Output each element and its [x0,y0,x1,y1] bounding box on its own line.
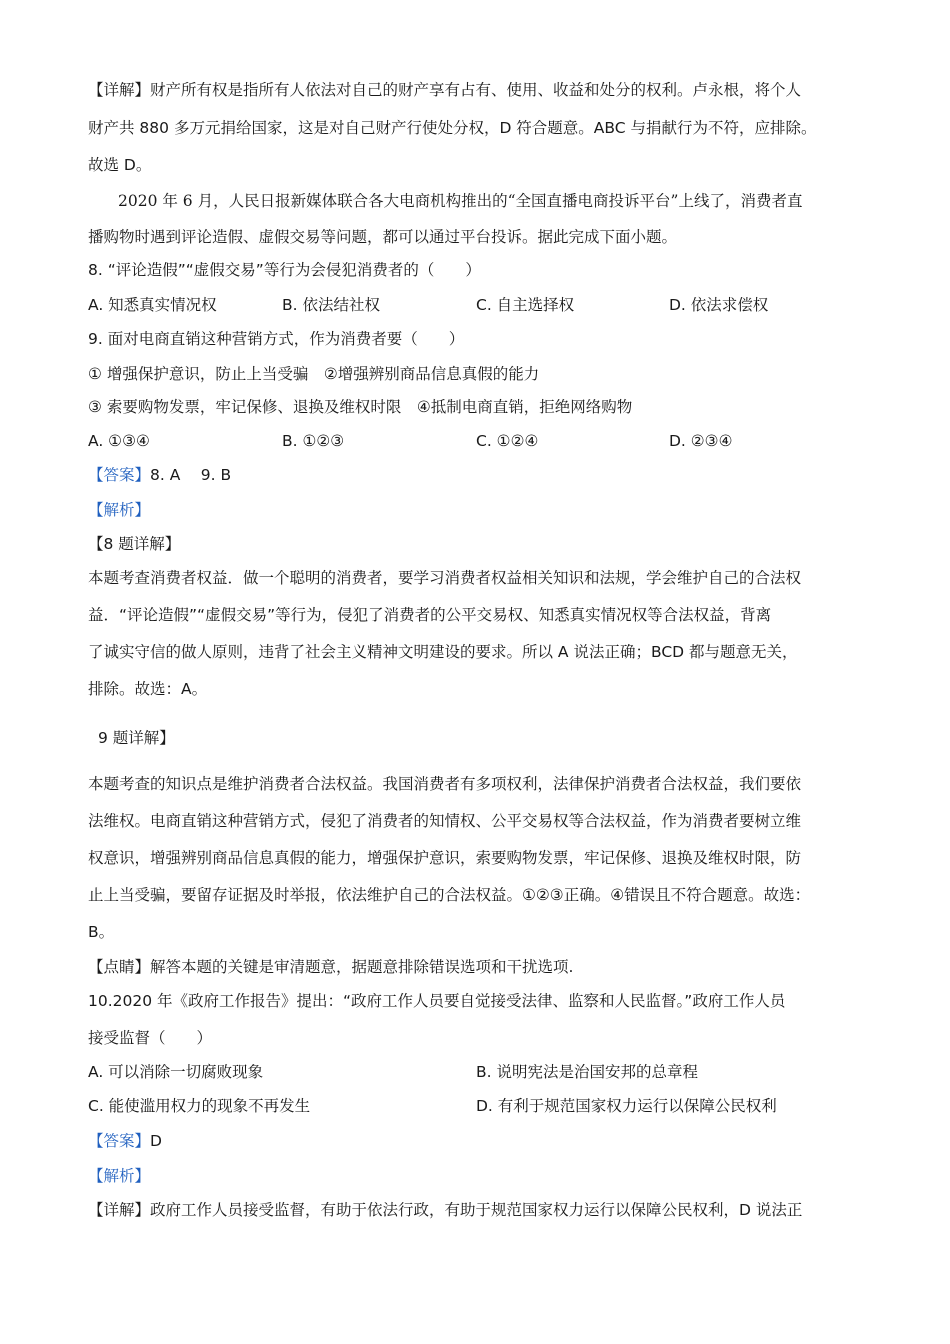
q9-detail-line-5: B。 [88,923,115,941]
q8-option-b: B. 依法结社权 [282,296,380,314]
q10-option-b: B. 说明宪法是治国安邦的总章程 [476,1063,698,1081]
answer-tag: 【答案】 [88,466,151,484]
q10-option-a: A. 可以消除一切腐败现象 [88,1063,264,1081]
answer-text: 8. A 9. B [150,466,232,484]
q9-statement-1: ① 增强保护意识，防止上当受骗 ②增强辨别商品信息真假的能力 [88,365,540,383]
q8-option-d: D. 依法求偿权 [669,296,769,314]
answer-text: D [150,1132,162,1150]
question-10-stem-2: 接受监督（ ） [88,1029,213,1047]
q8-detail-title: 【8 题详解】 [88,535,181,553]
q10-option-c: C. 能使滥用权力的现象不再发生 [88,1097,311,1115]
detail-line-2: 财产共 880 多万元捐给国家，这是对自己财产行使处分权，D 符合题意。ABC 与捐献行为不符，应排除。 [88,119,817,137]
q9-option-a: A. ①③④ [88,432,150,450]
q10-detail-line-1: 【详解】政府工作人员接受监督，有助于依法行政，有助于规范国家权力运行以保障公民权利，D 说法正 [88,1201,803,1219]
q8-detail-line-4: 排除。故选：A。 [88,680,208,698]
q9-option-d: D. ②③④ [669,432,733,450]
q8-detail-line-3: 了诚实守信的做人原则，违背了社会主义精神文明建设的要求。所以 A 说法正确；BCD 都与题意无关， [88,643,798,661]
detail-line-1: 【详解】财产所有权是指所有人依法对自己的财产享有占有、使用、收益和处分的权利。卢永根，将个人 [88,81,802,99]
q9-detail-line-1: 本题考查的知识点是维护消费者合法权益。我国消费者有多项权利，法律保护消费者合法权益，我们要依 [88,775,802,793]
q8-detail-line-2: 益．“评论造假”“虚假交易”等行为，侵犯了消费者的公平交易权、知悉真实情况权等合法权益，背离 [88,606,772,624]
question-8-stem: 8. “评论造假”“虚假交易”等行为会侵犯消费者的（ ） [88,261,481,279]
material-line-1: 2020 年 6 月，人民日报新媒体联合各大电商机构推出的“全国直播电商投诉平台”上线了，消费者直 [118,192,803,210]
answer-10 [88,1130,162,1152]
material-line-2: 播购物时遇到评论造假、虚假交易等问题，都可以通过平台投诉。据此完成下面小题。 [88,228,678,246]
q8-option-a: A. 知悉真实情况权 [88,296,217,314]
q9-detail-line-3: 权意识，增强辨别商品信息真假的能力，增强保护意识，索要购物发票，牢记保修、退换及维权时限，防 [88,849,802,867]
key-point: 【点睛】解答本题的关键是审清题意，据题意排除错误选项和干扰选项. [88,958,574,976]
q9-option-c: C. ①②④ [476,432,539,450]
q10-option-d: D. 有利于规范国家权力运行以保障公民权利 [476,1097,777,1115]
q9-detail-line-4: 止上当受骗，要留存证据及时举报，依法维护自己的合法权益。①②③正确。④错误且不符合题意。故选： [88,886,811,904]
answer-8-9 [88,464,231,486]
detail-line-3: 故选 D。 [88,156,152,174]
q9-detail-line-2: 法维权。电商直销这种营销方式，侵犯了消费者的知情权、公平交易权等合法权益，作为消费者要树立维 [88,812,802,830]
q9-detail-title: 9 题详解】 [98,729,175,747]
analysis-tag-2: 【解析】 [88,1167,151,1185]
q9-option-b: B. ①②③ [282,432,345,450]
analysis-tag: 【解析】 [88,501,151,519]
q8-option-c: C. 自主选择权 [476,296,575,314]
question-9-stem: 9. 面对电商直销这种营销方式，作为消费者要（ ） [88,330,465,348]
answer-tag: 【答案】 [88,1132,151,1150]
question-10-stem-1: 10.2020 年《政府工作报告》提出：“政府工作人员要自觉接受法律、监察和人民监督。”政府工作人员 [88,992,786,1010]
q9-statement-2: ③ 索要购物发票，牢记保修、退换及维权时限 ④抵制电商直销，拒绝网络购物 [88,398,633,416]
q8-detail-line-1: 本题考查消费者权益．做一个聪明的消费者，要学习消费者权益相关知识和法规，学会维护自己的合法权 [88,569,802,587]
